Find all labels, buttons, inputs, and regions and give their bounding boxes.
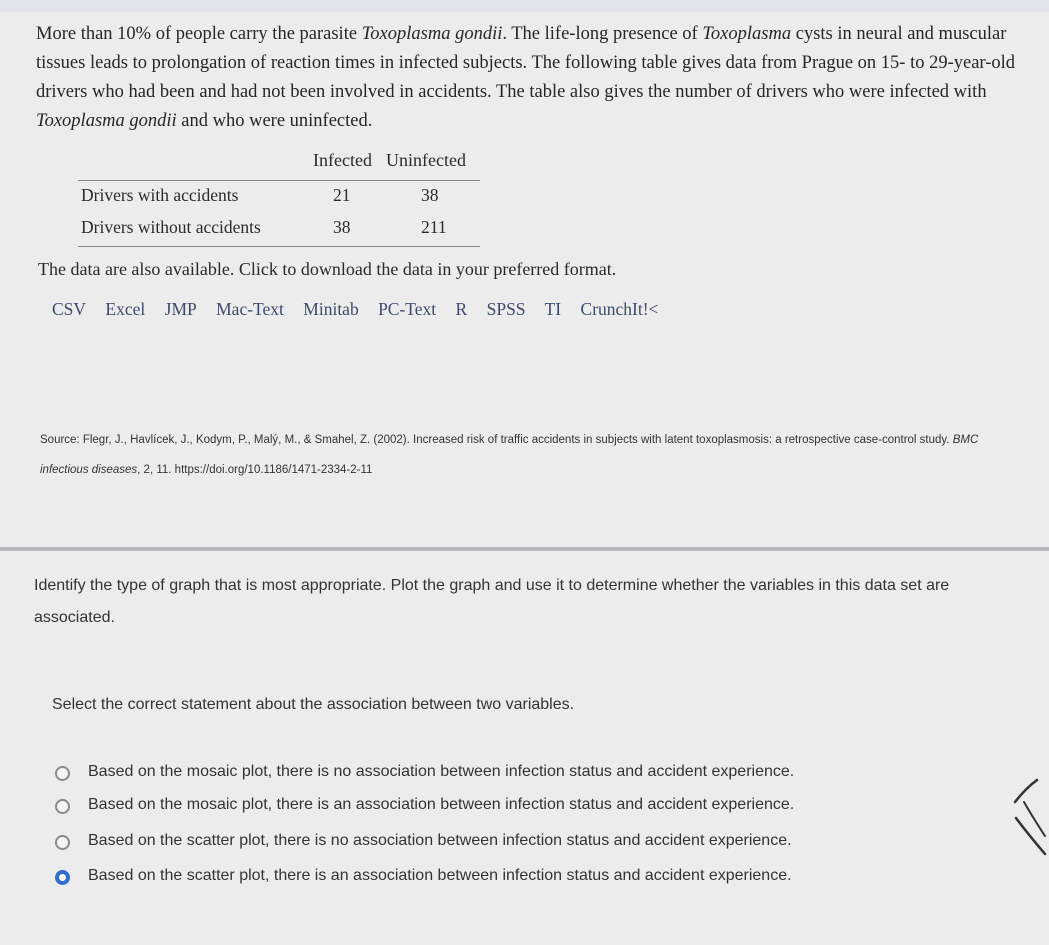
answer-prompt: Select the correct statement about the association between two variables. — [52, 696, 575, 713]
cell-infected: 38 — [333, 217, 351, 237]
table-row — [78, 185, 480, 215]
intro-paragraph — [36, 20, 1021, 136]
top-band — [0, 0, 1049, 12]
intro-text: More than 10% of people carry the parasite — [36, 24, 362, 44]
pen-stroke — [1016, 818, 1045, 854]
option-label[interactable]: Based on the scatter plot, there is no association between infection status and accident experience. — [88, 832, 792, 849]
download-format-links — [52, 299, 673, 320]
table-rule-top — [78, 180, 480, 181]
download-note: The data are also available. Click to download the data in your preferred format. — [38, 259, 617, 279]
option-label[interactable]: Based on the mosaic plot, there is no association between infection status and accident experience. — [88, 763, 795, 780]
table-header — [78, 150, 480, 180]
download-link-pc-text[interactable]: PC-Text — [378, 299, 437, 319]
radio-button[interactable] — [55, 799, 70, 814]
citation-text: , 2, 11. https://doi.org/10.1186/1471-2334-2-11 — [137, 464, 373, 476]
download-link-ti[interactable]: TI — [544, 299, 562, 319]
table-row — [78, 217, 480, 247]
download-link-spss[interactable]: SPSS — [486, 299, 526, 319]
intro-species-name: Toxoplasma gondii — [36, 111, 177, 131]
radio-button[interactable] — [55, 835, 70, 850]
intro-text: cysts in neural and muscular tissues leads to prolongation of reaction times in infected subjects. The following table gives data from Prague on 15- to 29-year-old drivers who had been and had not been involved in accidents. The table also gives the number of drivers who were infected with — [36, 24, 1016, 102]
option-label[interactable]: Based on the mosaic plot, there is an association between infection status and accident experience. — [88, 796, 795, 813]
citation-text: Source: Flegr, J., Havlícek, J., Kodym, P., Malý, M., & Smahel, Z. (2002). Increased risk of traffic accidents in subjects with latent toxoplasmosis: a retrospective case-control study. — [40, 434, 953, 446]
cell-uninfected: 211 — [421, 217, 447, 237]
radio-button[interactable] — [55, 766, 70, 781]
pen-annotation-marks — [1012, 772, 1048, 858]
section-divider — [0, 547, 1049, 551]
download-link-minitab[interactable]: Minitab — [303, 299, 359, 319]
download-link-excel[interactable]: Excel — [105, 299, 146, 319]
cell-uninfected: 38 — [421, 185, 439, 205]
download-link-mac-text[interactable]: Mac-Text — [216, 299, 284, 319]
intro-species-name: Toxoplasma gondii — [361, 24, 503, 44]
source-citation — [40, 425, 1030, 485]
download-link-jmp[interactable]: JMP — [164, 299, 197, 319]
citation-journal: BMC infectious diseases — [40, 434, 979, 476]
question-text: Identify the type of graph that is most appropriate. Plot the graph and use it to determine whether the variables in this data set are associated. — [34, 577, 950, 626]
row-label: Drivers without accidents — [81, 217, 261, 237]
option-label[interactable]: Based on the scatter plot, there is an association between infection status and accident experience. — [88, 867, 792, 884]
download-link-r[interactable]: R — [455, 299, 468, 319]
download-link-csv[interactable]: CSV — [52, 299, 87, 319]
intro-text: and who were uninfected. — [176, 111, 373, 131]
download-link-crunchit[interactable]: CrunchIt!< — [580, 299, 659, 319]
data-table — [78, 150, 480, 237]
header-infected: Infected — [313, 150, 372, 170]
pen-stroke — [1015, 780, 1037, 802]
intro-text: . The life-long presence of — [502, 24, 703, 44]
header-uninfected: Uninfected — [386, 150, 466, 170]
radio-button-selected[interactable] — [55, 870, 70, 885]
intro-genus-name: Toxoplasma — [702, 24, 792, 44]
row-label: Drivers with accidents — [81, 185, 239, 205]
cell-infected: 21 — [333, 185, 351, 205]
table-rule-bottom — [78, 246, 480, 247]
